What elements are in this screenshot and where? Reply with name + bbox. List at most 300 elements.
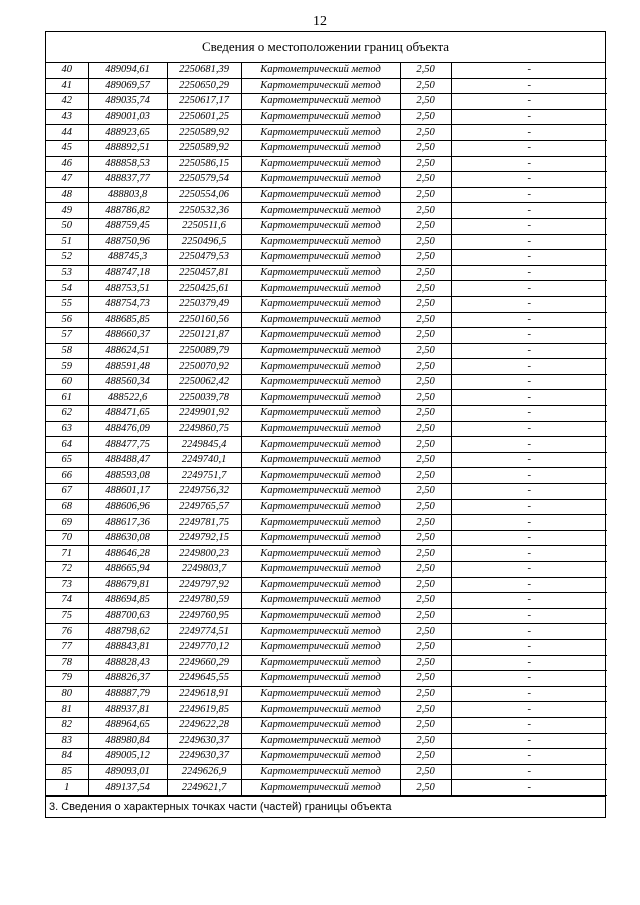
method-cell: Картометрический метод xyxy=(241,109,400,125)
table-row xyxy=(46,218,607,234)
accuracy-cell: 2,50 xyxy=(400,265,451,281)
accuracy-cell: 2,50 xyxy=(400,686,451,702)
x-coordinate-cell: 488630,08 xyxy=(88,530,167,546)
method-cell: Картометрический метод xyxy=(241,63,400,78)
point-number-cell: 72 xyxy=(46,562,88,578)
point-number-cell: 44 xyxy=(46,125,88,141)
point-number-cell: 68 xyxy=(46,499,88,515)
method-cell: Картометрический метод xyxy=(241,328,400,344)
y-coordinate-cell: 2250511,6 xyxy=(167,218,241,234)
method-cell: Картометрический метод xyxy=(241,764,400,780)
description-cell: - xyxy=(451,94,607,110)
y-coordinate-cell: 2250039,78 xyxy=(167,390,241,406)
x-coordinate-cell: 488754,73 xyxy=(88,296,167,312)
description-cell: - xyxy=(451,639,607,655)
point-number-cell: 40 xyxy=(46,63,88,78)
method-cell: Картометрический метод xyxy=(241,624,400,640)
accuracy-cell: 2,50 xyxy=(400,437,451,453)
description-cell: - xyxy=(451,749,607,765)
accuracy-cell: 2,50 xyxy=(400,172,451,188)
method-cell: Картометрический метод xyxy=(241,94,400,110)
table-row xyxy=(46,281,607,297)
table-row xyxy=(46,577,607,593)
point-number-cell: 54 xyxy=(46,281,88,297)
x-coordinate-cell: 489069,57 xyxy=(88,78,167,94)
table-row xyxy=(46,390,607,406)
table-row xyxy=(46,140,607,156)
accuracy-cell: 2,50 xyxy=(400,515,451,531)
method-cell: Картометрический метод xyxy=(241,593,400,609)
x-coordinate-cell: 488665,94 xyxy=(88,562,167,578)
accuracy-cell: 2,50 xyxy=(400,499,451,515)
table-row xyxy=(46,717,607,733)
table-row xyxy=(46,655,607,671)
y-coordinate-cell: 2250586,15 xyxy=(167,156,241,172)
method-cell: Картометрический метод xyxy=(241,281,400,297)
x-coordinate-cell: 488685,85 xyxy=(88,312,167,328)
x-coordinate-cell: 489005,12 xyxy=(88,749,167,765)
accuracy-cell: 2,50 xyxy=(400,312,451,328)
accuracy-cell: 2,50 xyxy=(400,156,451,172)
description-cell: - xyxy=(451,546,607,562)
x-coordinate-cell: 488798,62 xyxy=(88,624,167,640)
boundary-document xyxy=(45,31,606,818)
x-coordinate-cell: 488660,37 xyxy=(88,328,167,344)
method-cell: Картометрический метод xyxy=(241,530,400,546)
y-coordinate-cell: 2249803,7 xyxy=(167,562,241,578)
description-cell: - xyxy=(451,328,607,344)
accuracy-cell: 2,50 xyxy=(400,624,451,640)
x-coordinate-cell: 489093,01 xyxy=(88,764,167,780)
x-coordinate-cell: 488843,81 xyxy=(88,639,167,655)
table-row xyxy=(46,702,607,718)
description-cell: - xyxy=(451,562,607,578)
point-number-cell: 50 xyxy=(46,218,88,234)
accuracy-cell: 2,50 xyxy=(400,468,451,484)
accuracy-cell: 2,50 xyxy=(400,764,451,780)
method-cell: Картометрический метод xyxy=(241,780,400,796)
point-number-cell: 1 xyxy=(46,780,88,796)
description-cell: - xyxy=(451,577,607,593)
point-number-cell: 41 xyxy=(46,78,88,94)
accuracy-cell: 2,50 xyxy=(400,187,451,203)
x-coordinate-cell: 488759,45 xyxy=(88,218,167,234)
x-coordinate-cell: 488694,85 xyxy=(88,593,167,609)
method-cell: Картометрический метод xyxy=(241,717,400,733)
accuracy-cell: 2,50 xyxy=(400,250,451,266)
y-coordinate-cell: 2250479,53 xyxy=(167,250,241,266)
point-number-cell: 60 xyxy=(46,374,88,390)
method-cell: Картометрический метод xyxy=(241,218,400,234)
accuracy-cell: 2,50 xyxy=(400,343,451,359)
point-number-cell: 83 xyxy=(46,733,88,749)
accuracy-cell: 2,50 xyxy=(400,140,451,156)
accuracy-cell: 2,50 xyxy=(400,390,451,406)
method-cell: Картометрический метод xyxy=(241,546,400,562)
description-cell: - xyxy=(451,203,607,219)
table-row xyxy=(46,515,607,531)
section-title: Сведения о местоположении границ объекта xyxy=(46,32,605,63)
description-cell: - xyxy=(451,234,607,250)
table-row xyxy=(46,359,607,375)
accuracy-cell: 2,50 xyxy=(400,281,451,297)
method-cell: Картометрический метод xyxy=(241,733,400,749)
description-cell: - xyxy=(451,764,607,780)
y-coordinate-cell: 2249660,29 xyxy=(167,655,241,671)
x-coordinate-cell: 488747,18 xyxy=(88,265,167,281)
description-cell: - xyxy=(451,374,607,390)
y-coordinate-cell: 2250617,17 xyxy=(167,94,241,110)
description-cell: - xyxy=(451,172,607,188)
point-number-cell: 76 xyxy=(46,624,88,640)
table-row xyxy=(46,374,607,390)
point-number-cell: 67 xyxy=(46,484,88,500)
table-row xyxy=(46,109,607,125)
point-number-cell: 65 xyxy=(46,452,88,468)
table-row xyxy=(46,484,607,500)
table-row xyxy=(46,562,607,578)
point-number-cell: 78 xyxy=(46,655,88,671)
method-cell: Картометрический метод xyxy=(241,702,400,718)
accuracy-cell: 2,50 xyxy=(400,374,451,390)
point-number-cell: 79 xyxy=(46,671,88,687)
method-cell: Картометрический метод xyxy=(241,125,400,141)
accuracy-cell: 2,50 xyxy=(400,125,451,141)
description-cell: - xyxy=(451,140,607,156)
table-row xyxy=(46,546,607,562)
x-coordinate-cell: 488593,08 xyxy=(88,468,167,484)
y-coordinate-cell: 2250601,25 xyxy=(167,109,241,125)
method-cell: Картометрический метод xyxy=(241,484,400,500)
table-row xyxy=(46,749,607,765)
description-cell: - xyxy=(451,671,607,687)
method-cell: Картометрический метод xyxy=(241,156,400,172)
point-number-cell: 77 xyxy=(46,639,88,655)
y-coordinate-cell: 2249645,55 xyxy=(167,671,241,687)
x-coordinate-cell: 488617,36 xyxy=(88,515,167,531)
y-coordinate-cell: 2250070,92 xyxy=(167,359,241,375)
description-cell: - xyxy=(451,312,607,328)
y-coordinate-cell: 2249622,28 xyxy=(167,717,241,733)
y-coordinate-cell: 2250589,92 xyxy=(167,140,241,156)
x-coordinate-cell: 488471,65 xyxy=(88,406,167,422)
y-coordinate-cell: 2249800,23 xyxy=(167,546,241,562)
point-number-cell: 71 xyxy=(46,546,88,562)
table-row xyxy=(46,343,607,359)
y-coordinate-cell: 2250379,49 xyxy=(167,296,241,312)
table-row xyxy=(46,328,607,344)
y-coordinate-cell: 2250062,42 xyxy=(167,374,241,390)
y-coordinate-cell: 2250496,5 xyxy=(167,234,241,250)
accuracy-cell: 2,50 xyxy=(400,671,451,687)
x-coordinate-cell: 488980,84 xyxy=(88,733,167,749)
table-row xyxy=(46,780,607,796)
accuracy-cell: 2,50 xyxy=(400,702,451,718)
description-cell: - xyxy=(451,655,607,671)
accuracy-cell: 2,50 xyxy=(400,94,451,110)
table-row xyxy=(46,94,607,110)
method-cell: Картометрический метод xyxy=(241,374,400,390)
method-cell: Картометрический метод xyxy=(241,452,400,468)
accuracy-cell: 2,50 xyxy=(400,780,451,796)
accuracy-cell: 2,50 xyxy=(400,717,451,733)
y-coordinate-cell: 2250457,81 xyxy=(167,265,241,281)
y-coordinate-cell: 2249630,37 xyxy=(167,749,241,765)
point-number-cell: 53 xyxy=(46,265,88,281)
x-coordinate-cell: 488601,17 xyxy=(88,484,167,500)
y-coordinate-cell: 2249780,59 xyxy=(167,593,241,609)
description-cell: - xyxy=(451,530,607,546)
method-cell: Картометрический метод xyxy=(241,499,400,515)
point-number-cell: 62 xyxy=(46,406,88,422)
method-cell: Картометрический метод xyxy=(241,187,400,203)
table-row xyxy=(46,593,607,609)
accuracy-cell: 2,50 xyxy=(400,421,451,437)
point-number-cell: 63 xyxy=(46,421,88,437)
x-coordinate-cell: 488560,34 xyxy=(88,374,167,390)
method-cell: Картометрический метод xyxy=(241,406,400,422)
x-coordinate-cell: 488786,82 xyxy=(88,203,167,219)
x-coordinate-cell: 488964,65 xyxy=(88,717,167,733)
y-coordinate-cell: 2249860,75 xyxy=(167,421,241,437)
description-cell: - xyxy=(451,109,607,125)
table-row xyxy=(46,639,607,655)
x-coordinate-cell: 488679,81 xyxy=(88,577,167,593)
method-cell: Картометрический метод xyxy=(241,437,400,453)
accuracy-cell: 2,50 xyxy=(400,639,451,655)
point-number-cell: 43 xyxy=(46,109,88,125)
table-row xyxy=(46,437,607,453)
x-coordinate-cell: 489001,03 xyxy=(88,109,167,125)
description-cell: - xyxy=(451,343,607,359)
method-cell: Картометрический метод xyxy=(241,265,400,281)
description-cell: - xyxy=(451,733,607,749)
description-cell: - xyxy=(451,390,607,406)
y-coordinate-cell: 2249760,95 xyxy=(167,608,241,624)
table-row xyxy=(46,172,607,188)
method-cell: Картометрический метод xyxy=(241,468,400,484)
y-coordinate-cell: 2249621,7 xyxy=(167,780,241,796)
method-cell: Картометрический метод xyxy=(241,203,400,219)
description-cell: - xyxy=(451,686,607,702)
method-cell: Картометрический метод xyxy=(241,234,400,250)
point-number-cell: 42 xyxy=(46,94,88,110)
x-coordinate-cell: 488476,09 xyxy=(88,421,167,437)
y-coordinate-cell: 2250425,61 xyxy=(167,281,241,297)
y-coordinate-cell: 2249797,92 xyxy=(167,577,241,593)
point-number-cell: 59 xyxy=(46,359,88,375)
description-cell: - xyxy=(451,780,607,796)
method-cell: Картометрический метод xyxy=(241,671,400,687)
x-coordinate-cell: 488522,6 xyxy=(88,390,167,406)
accuracy-cell: 2,50 xyxy=(400,608,451,624)
point-number-cell: 69 xyxy=(46,515,88,531)
y-coordinate-cell: 2249626,9 xyxy=(167,764,241,780)
table-row xyxy=(46,530,607,546)
table-row xyxy=(46,452,607,468)
table-row xyxy=(46,187,607,203)
method-cell: Картометрический метод xyxy=(241,359,400,375)
point-number-cell: 66 xyxy=(46,468,88,484)
accuracy-cell: 2,50 xyxy=(400,234,451,250)
accuracy-cell: 2,50 xyxy=(400,562,451,578)
y-coordinate-cell: 2250089,79 xyxy=(167,343,241,359)
description-cell: - xyxy=(451,156,607,172)
y-coordinate-cell: 2250554,06 xyxy=(167,187,241,203)
y-coordinate-cell: 2249781,75 xyxy=(167,515,241,531)
y-coordinate-cell: 2249756,32 xyxy=(167,484,241,500)
table-row xyxy=(46,63,607,78)
method-cell: Картометрический метод xyxy=(241,343,400,359)
accuracy-cell: 2,50 xyxy=(400,530,451,546)
method-cell: Картометрический метод xyxy=(241,562,400,578)
method-cell: Картометрический метод xyxy=(241,608,400,624)
description-cell: - xyxy=(451,125,607,141)
x-coordinate-cell: 488700,63 xyxy=(88,608,167,624)
x-coordinate-cell: 489137,54 xyxy=(88,780,167,796)
y-coordinate-cell: 2249770,12 xyxy=(167,639,241,655)
method-cell: Картометрический метод xyxy=(241,390,400,406)
method-cell: Картометрический метод xyxy=(241,421,400,437)
y-coordinate-cell: 2249751,7 xyxy=(167,468,241,484)
method-cell: Картометрический метод xyxy=(241,686,400,702)
y-coordinate-cell: 2250532,36 xyxy=(167,203,241,219)
point-number-cell: 61 xyxy=(46,390,88,406)
section-footer: 3. Сведения о характерных точках части (частей) границы объекта xyxy=(46,796,605,817)
description-cell: - xyxy=(451,218,607,234)
accuracy-cell: 2,50 xyxy=(400,733,451,749)
table-row xyxy=(46,686,607,702)
method-cell: Картометрический метод xyxy=(241,250,400,266)
coordinates-table xyxy=(46,63,607,796)
x-coordinate-cell: 488828,43 xyxy=(88,655,167,671)
table-row xyxy=(46,250,607,266)
description-cell: - xyxy=(451,296,607,312)
coordinates-table-body xyxy=(46,63,607,795)
accuracy-cell: 2,50 xyxy=(400,655,451,671)
x-coordinate-cell: 488803,8 xyxy=(88,187,167,203)
x-coordinate-cell: 488745,3 xyxy=(88,250,167,266)
table-row xyxy=(46,312,607,328)
description-cell: - xyxy=(451,608,607,624)
point-number-cell: 57 xyxy=(46,328,88,344)
y-coordinate-cell: 2250579,54 xyxy=(167,172,241,188)
description-cell: - xyxy=(451,281,607,297)
point-number-cell: 82 xyxy=(46,717,88,733)
point-number-cell: 80 xyxy=(46,686,88,702)
table-row xyxy=(46,296,607,312)
point-number-cell: 58 xyxy=(46,343,88,359)
accuracy-cell: 2,50 xyxy=(400,406,451,422)
table-row xyxy=(46,499,607,515)
accuracy-cell: 2,50 xyxy=(400,546,451,562)
x-coordinate-cell: 488923,65 xyxy=(88,125,167,141)
accuracy-cell: 2,50 xyxy=(400,296,451,312)
y-coordinate-cell: 2250589,92 xyxy=(167,125,241,141)
x-coordinate-cell: 488488,47 xyxy=(88,452,167,468)
point-number-cell: 64 xyxy=(46,437,88,453)
accuracy-cell: 2,50 xyxy=(400,593,451,609)
y-coordinate-cell: 2249618,91 xyxy=(167,686,241,702)
point-number-cell: 75 xyxy=(46,608,88,624)
table-row xyxy=(46,608,607,624)
description-cell: - xyxy=(451,515,607,531)
table-row xyxy=(46,234,607,250)
y-coordinate-cell: 2249765,57 xyxy=(167,499,241,515)
description-cell: - xyxy=(451,265,607,281)
method-cell: Картометрический метод xyxy=(241,296,400,312)
x-coordinate-cell: 489094,61 xyxy=(88,63,167,78)
x-coordinate-cell: 488858,53 xyxy=(88,156,167,172)
y-coordinate-cell: 2249630,37 xyxy=(167,733,241,749)
y-coordinate-cell: 2249740,1 xyxy=(167,452,241,468)
point-number-cell: 73 xyxy=(46,577,88,593)
point-number-cell: 46 xyxy=(46,156,88,172)
accuracy-cell: 2,50 xyxy=(400,328,451,344)
method-cell: Картометрический метод xyxy=(241,515,400,531)
point-number-cell: 81 xyxy=(46,702,88,718)
y-coordinate-cell: 2249901,92 xyxy=(167,406,241,422)
point-number-cell: 84 xyxy=(46,749,88,765)
table-row xyxy=(46,421,607,437)
point-number-cell: 55 xyxy=(46,296,88,312)
y-coordinate-cell: 2250121,87 xyxy=(167,328,241,344)
x-coordinate-cell: 488837,77 xyxy=(88,172,167,188)
x-coordinate-cell: 488892,51 xyxy=(88,140,167,156)
description-cell: - xyxy=(451,187,607,203)
y-coordinate-cell: 2249774,51 xyxy=(167,624,241,640)
method-cell: Картометрический метод xyxy=(241,140,400,156)
x-coordinate-cell: 488750,96 xyxy=(88,234,167,250)
description-cell: - xyxy=(451,484,607,500)
method-cell: Картометрический метод xyxy=(241,172,400,188)
description-cell: - xyxy=(451,437,607,453)
method-cell: Картометрический метод xyxy=(241,749,400,765)
description-cell: - xyxy=(451,624,607,640)
x-coordinate-cell: 488887,79 xyxy=(88,686,167,702)
accuracy-cell: 2,50 xyxy=(400,218,451,234)
point-number-cell: 52 xyxy=(46,250,88,266)
accuracy-cell: 2,50 xyxy=(400,452,451,468)
table-row xyxy=(46,406,607,422)
x-coordinate-cell: 488624,51 xyxy=(88,343,167,359)
table-row xyxy=(46,468,607,484)
accuracy-cell: 2,50 xyxy=(400,63,451,78)
x-coordinate-cell: 488591,48 xyxy=(88,359,167,375)
description-cell: - xyxy=(451,468,607,484)
method-cell: Картометрический метод xyxy=(241,639,400,655)
table-row xyxy=(46,78,607,94)
description-cell: - xyxy=(451,452,607,468)
x-coordinate-cell: 489035,74 xyxy=(88,94,167,110)
description-cell: - xyxy=(451,499,607,515)
accuracy-cell: 2,50 xyxy=(400,484,451,500)
accuracy-cell: 2,50 xyxy=(400,359,451,375)
x-coordinate-cell: 488826,37 xyxy=(88,671,167,687)
x-coordinate-cell: 488937,81 xyxy=(88,702,167,718)
page-number: 12 xyxy=(313,14,327,29)
point-number-cell: 85 xyxy=(46,764,88,780)
y-coordinate-cell: 2249619,85 xyxy=(167,702,241,718)
description-cell: - xyxy=(451,250,607,266)
x-coordinate-cell: 488646,28 xyxy=(88,546,167,562)
method-cell: Картометрический метод xyxy=(241,312,400,328)
point-number-cell: 70 xyxy=(46,530,88,546)
accuracy-cell: 2,50 xyxy=(400,577,451,593)
description-cell: - xyxy=(451,63,607,78)
accuracy-cell: 2,50 xyxy=(400,203,451,219)
table-row xyxy=(46,733,607,749)
